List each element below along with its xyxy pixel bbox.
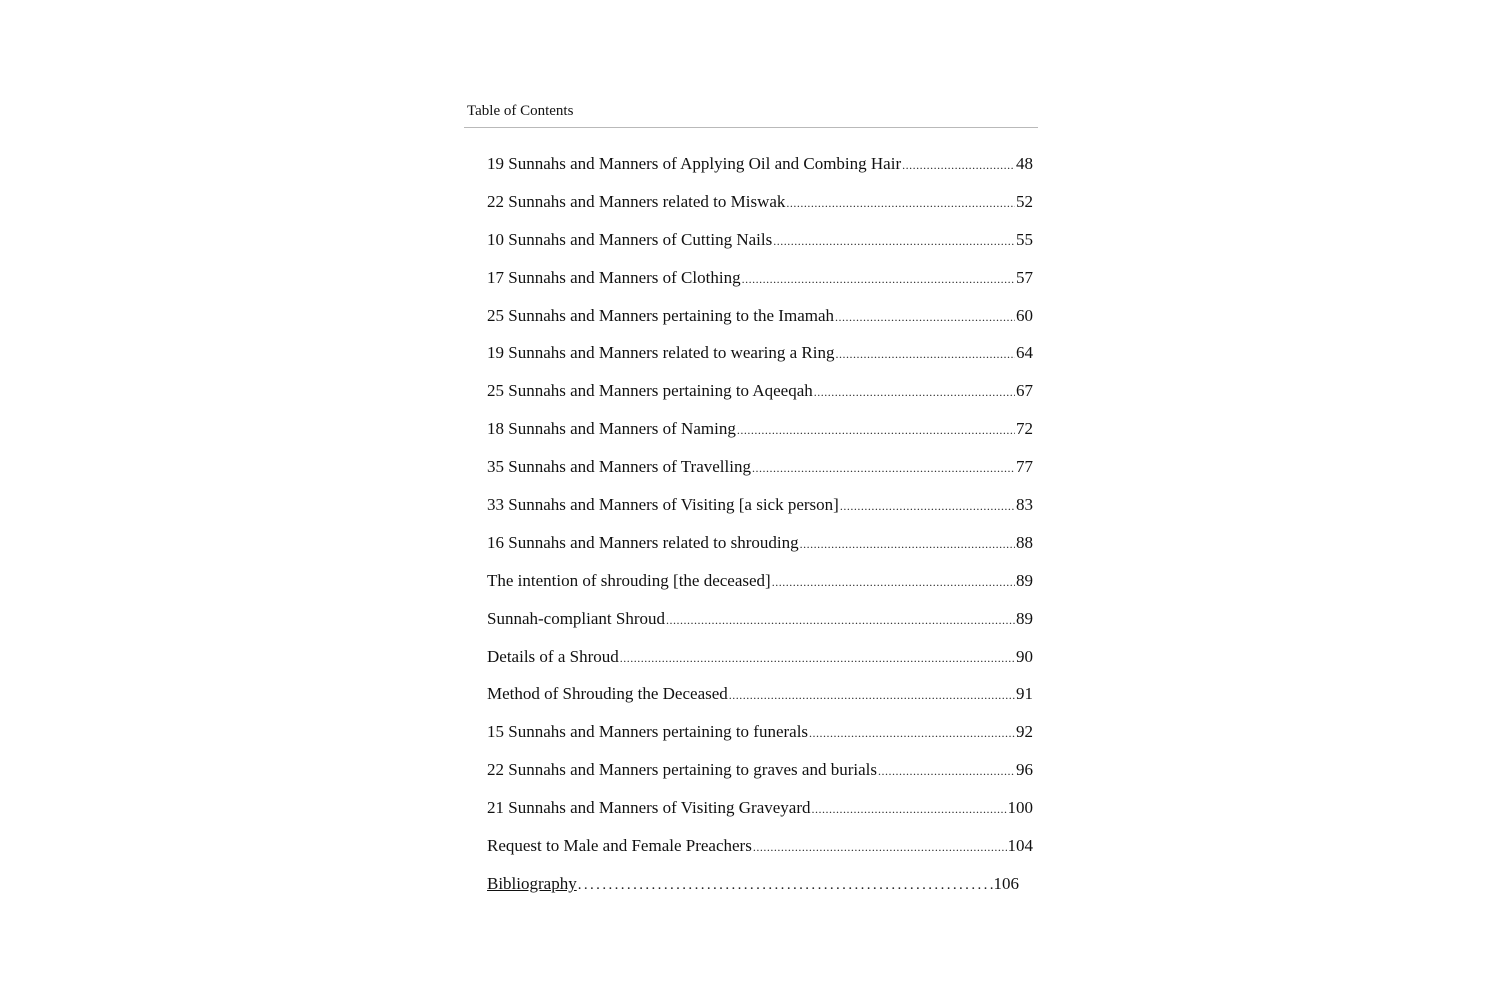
toc-entry-bibliography[interactable] xyxy=(487,865,1019,903)
toc-entry[interactable] xyxy=(487,827,1033,865)
toc-entry[interactable] xyxy=(487,372,1033,410)
toc-entry-page: 57 xyxy=(1016,267,1033,287)
header-title: Table of Contents xyxy=(467,103,574,119)
toc-entry-page: 60 xyxy=(1016,305,1033,325)
toc-entry-page: 96 xyxy=(1016,760,1033,780)
toc-entry[interactable] xyxy=(487,713,1033,751)
dot-leader xyxy=(786,185,1015,223)
toc-entry-title: 17 Sunnahs and Manners of Clothing xyxy=(487,267,741,287)
toc-entry-page: 48 xyxy=(1016,154,1033,173)
toc-entry-title: 18 Sunnahs and Manners of Naming xyxy=(487,419,736,439)
toc-entry-page: 77 xyxy=(1016,457,1033,477)
dot-leader xyxy=(835,299,1015,337)
dot-leader xyxy=(812,791,1007,829)
toc-entry[interactable] xyxy=(487,145,1033,183)
toc-entry-title: 22 Sunnahs and Manners related to Miswak xyxy=(487,191,786,211)
toc-entry-title: Method of Shrouding the Deceased xyxy=(487,684,728,704)
toc-list xyxy=(487,145,1033,903)
dot-leader xyxy=(809,715,1015,753)
document-page xyxy=(464,98,1038,893)
toc-entry[interactable] xyxy=(487,221,1033,259)
toc-entry[interactable] xyxy=(487,448,1033,486)
toc-entry[interactable] xyxy=(487,789,1033,827)
page-header xyxy=(464,98,1038,128)
toc-entry[interactable] xyxy=(487,600,1033,638)
toc-entry-page: 89 xyxy=(1016,570,1033,590)
toc-entry[interactable] xyxy=(487,334,1033,372)
toc-entry-page: 64 xyxy=(1016,343,1033,363)
toc-entry-page: 72 xyxy=(1016,419,1033,439)
toc-entry-title: Bibliography xyxy=(487,873,577,893)
toc-entry[interactable] xyxy=(487,638,1033,676)
dot-leader xyxy=(666,602,1015,640)
dot-leader xyxy=(729,677,1015,715)
toc-entry-page: 104 xyxy=(1007,836,1033,856)
toc-entry[interactable] xyxy=(487,410,1033,448)
toc-entry[interactable] xyxy=(487,751,1033,789)
toc-entry-title: The intention of shrouding [the deceased] xyxy=(487,570,771,590)
toc-entry-title: 16 Sunnahs and Manners related to shrouding xyxy=(487,532,799,552)
dot-leader xyxy=(737,412,1015,450)
toc-entry-page: 88 xyxy=(1016,532,1033,552)
toc-entry-title: 35 Sunnahs and Manners of Travelling xyxy=(487,457,751,477)
toc-entry-page: 83 xyxy=(1016,495,1033,515)
dot-leader xyxy=(742,261,1015,299)
dot-leader xyxy=(772,564,1015,602)
dot-leader xyxy=(800,526,1015,564)
toc-entry-title: 22 Sunnahs and Manners pertaining to graves and burials xyxy=(487,760,877,780)
toc-entry[interactable] xyxy=(487,562,1033,600)
toc-entry-page: 55 xyxy=(1016,229,1033,249)
toc-entry-page: 52 xyxy=(1016,191,1033,211)
toc-entry[interactable] xyxy=(487,183,1033,221)
toc-entry[interactable] xyxy=(487,259,1033,297)
toc-entry-title: 21 Sunnahs and Manners of Visiting Graveyard xyxy=(487,798,811,818)
dot-leader xyxy=(773,223,1015,261)
toc-entry-title: 19 Sunnahs and Manners of Applying Oil and Combing Hair xyxy=(487,154,902,173)
dot-leader xyxy=(835,336,1015,374)
dot-leader xyxy=(753,829,1007,867)
dot-leader xyxy=(902,147,1015,185)
toc-entry-title: 25 Sunnahs and Manners pertaining to the Imamah xyxy=(487,305,835,325)
toc-entry-page: 89 xyxy=(1016,608,1033,628)
toc-entry[interactable] xyxy=(487,524,1033,562)
dot-leader xyxy=(814,374,1015,412)
toc-entry-page: 106 xyxy=(993,873,1019,893)
toc-entry[interactable] xyxy=(487,675,1033,713)
toc-entry-page: 91 xyxy=(1016,684,1033,704)
toc-entry[interactable] xyxy=(487,486,1033,524)
toc-entry-title: 15 Sunnahs and Manners pertaining to funerals xyxy=(487,722,809,742)
toc-entry-page: 90 xyxy=(1016,646,1033,666)
dot-leader xyxy=(578,867,993,905)
toc-entry-title: 25 Sunnahs and Manners pertaining to Aqeeqah xyxy=(487,381,813,401)
toc-entry-title: Sunnah-compliant Shroud xyxy=(487,608,666,628)
toc-entry-page: 67 xyxy=(1016,381,1033,401)
dot-leader xyxy=(620,640,1015,678)
toc-entry-title: 33 Sunnahs and Manners of Visiting [a sick person] xyxy=(487,495,839,515)
dot-leader xyxy=(878,753,1015,791)
toc-entry[interactable] xyxy=(487,297,1033,335)
dot-leader xyxy=(752,450,1015,488)
toc-entry-title: Details of a Shroud xyxy=(487,646,619,666)
dot-leader xyxy=(840,488,1015,526)
toc-entry-page: 92 xyxy=(1016,722,1033,742)
toc-entry-title: 10 Sunnahs and Manners of Cutting Nails xyxy=(487,229,773,249)
toc-entry-title: Request to Male and Female Preachers xyxy=(487,836,752,856)
toc-entry-page: 100 xyxy=(1007,798,1033,818)
toc-entry-title: 19 Sunnahs and Manners related to wearing a Ring xyxy=(487,343,835,363)
